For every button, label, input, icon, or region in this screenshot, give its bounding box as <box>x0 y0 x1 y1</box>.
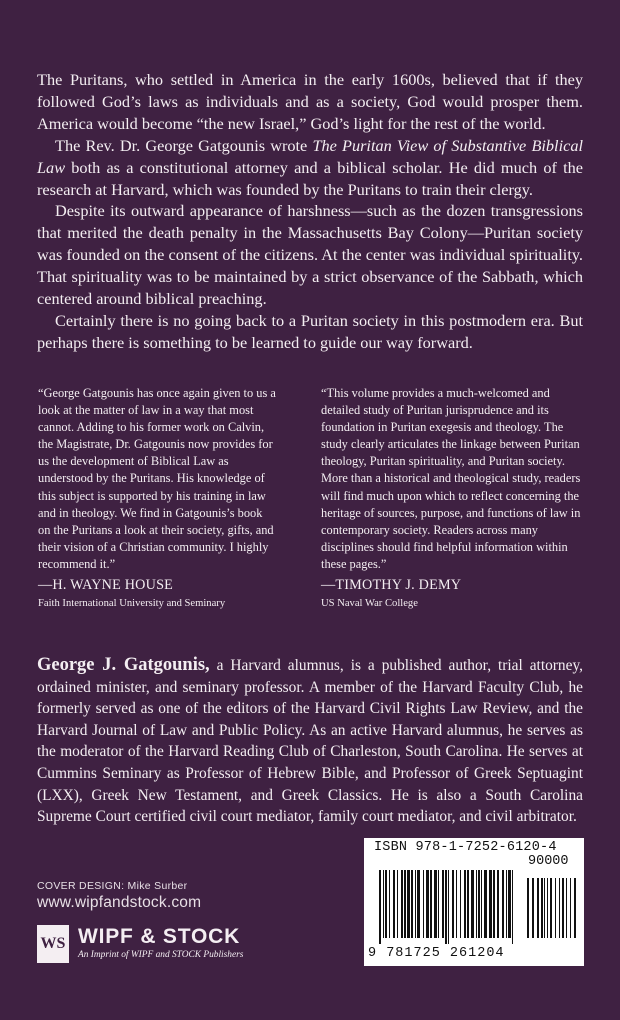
barcode-bar <box>407 870 410 938</box>
barcode-bar <box>484 870 487 938</box>
barcode-bar <box>438 870 439 938</box>
barcode-bar <box>389 870 390 938</box>
barcode-bar <box>478 870 480 938</box>
barcode-bar <box>502 870 504 938</box>
addon-bar <box>537 878 539 938</box>
barcode-bar <box>442 870 444 938</box>
description-blurb <box>37 69 583 354</box>
addon-bar <box>555 878 556 938</box>
barcode-bar <box>456 870 457 938</box>
publisher-url[interactable]: www.wipfandstock.com <box>37 894 202 911</box>
addon-bar <box>544 878 545 938</box>
addon-bar <box>532 878 534 938</box>
barcode-bar <box>497 870 499 938</box>
barcode-bar <box>460 870 461 938</box>
publisher-logo <box>37 925 277 965</box>
blurb-paragraph-2 <box>37 135 583 201</box>
bio-author-name: George J. Gatgounis, <box>37 655 210 675</box>
addon-bar <box>541 878 543 938</box>
ws-logo-icon: WS <box>37 925 69 963</box>
barcode-bar <box>401 870 403 938</box>
bio-text: a Harvard alumnus, is a published author, trial attorney, ordained minister, and seminary professor. A member of the Harvard Faculty Club, he formerly served as one of the editors of the Harvard Civil Rights Law Review, and the Harvard Journal of Law and Public Policy. As an active Harvard alumnus, he serves as the moderator of the Harvard Reading Club of Charleston, South Carolina. He serves at Cummins Seminary as Professor of Hebrew Bible, and Professor of Greek Septuagint (LXX), Greek New Testament, and Greek Classics. He is also a South Carolina Supreme Court certified civil court mediator, family court mediator, and civil arbitrator. <box>37 657 583 826</box>
barcode-bar <box>481 870 482 938</box>
blurb-paragraph-4: Certainly there is no going back to a Puritan society in this postmodern era. But perhaps there is something to be learned to guide our way forward. <box>37 310 583 352</box>
addon-bar <box>559 878 560 938</box>
barcode-bar <box>423 870 424 938</box>
barcode-digits: 9 781725 261204 <box>368 946 505 961</box>
barcode-bar <box>393 870 395 938</box>
endorsement-affiliation: Faith International University and Seminary <box>38 598 226 610</box>
barcode-bar <box>434 870 437 938</box>
author-bio <box>37 655 583 828</box>
endorsement-affiliation: US Naval War College <box>321 598 418 610</box>
addon-bar <box>574 878 576 938</box>
barcode-bar <box>383 870 384 938</box>
barcode-bar <box>445 870 447 944</box>
barcode-bar <box>464 870 466 938</box>
book-title: The Puritan View of Substantive Biblical Law <box>37 135 583 177</box>
barcode-bar <box>493 870 495 938</box>
endorsement-author: —TIMOTHY J. DEMY <box>321 577 462 594</box>
endorsement-house <box>38 385 276 612</box>
barcode-bar <box>512 870 513 944</box>
barcode-bars <box>379 870 579 944</box>
addon-bar <box>566 878 567 938</box>
barcode-bar <box>467 870 469 938</box>
barcode-bar <box>411 870 413 938</box>
blurb-paragraph-1: The Puritans, who settled in America in the early 1600s, believed that if they followed God’s laws as individuals and as a society, God would prosper them. America would become “the new Israel,” God’s light for the rest of the world. <box>37 70 583 133</box>
publisher-tagline: An Imprint of WIPF and STOCK Publishers <box>78 950 244 960</box>
barcode-bar <box>476 870 477 938</box>
blurb-paragraph-3: Despite its outward appearance of harshness—such as the dozen transgressions that merited the death penalty in the Massachusetts Bay Colony—Puritan society was founded on the consent of the citizens. At the center was individual spirituality. That spirituality was to be maintained by a strict observance of the Sabbath, which centered around biblical preaching. <box>37 201 583 309</box>
endorsement-author: —H. WAYNE HOUSE <box>38 577 174 594</box>
barcode-bar <box>448 870 449 944</box>
endorsement-quote: “This volume provides a much-welcomed and detailed study of Puritan jurisprudence and its foundation in Puritan exegesis and theology. The study clearly articulates the linkage between Puritan theology, Puritan spirituality, and Puritan society. More than a historical and theological study, readers will find much upon which to reflect concerning the heritage of sources, purpose, and functions of law in contemporary society. Readers across many disciplines should find helpful information within these pages.” <box>321 386 581 571</box>
barcode-bar <box>508 870 511 938</box>
addon-bar <box>550 878 552 938</box>
barcode-bar <box>430 870 432 938</box>
barcode-bar <box>489 870 492 938</box>
endorsement-demy <box>321 385 582 612</box>
addon-bar <box>562 878 564 938</box>
endorsement-quote: “George Gatgounis has once again given to us a look at the matter of law in a way that most cannot. Adding to his former work on Calvin, the Magistrate, Dr. Gatgounis now provides for us the development of Biblical Law as understood by the Puritans. His knowledge of this subject is supported by his training in law and in theology. We find in Gatgounis’s book on the Puritans a look at their society, gifts, and their vision of a Christian community. I highly recommend it.” <box>38 386 276 571</box>
barcode-bar <box>452 870 454 938</box>
barcode-bar <box>379 870 381 944</box>
credits <box>37 880 201 912</box>
barcode-bar <box>397 870 398 938</box>
barcode-bar <box>385 870 387 938</box>
barcode-bar <box>404 870 406 938</box>
addon-bar <box>547 878 548 938</box>
cover-design-credit: COVER DESIGN: Mike Surber <box>37 880 188 892</box>
addon-bar <box>570 878 571 938</box>
addon-bar <box>527 878 529 938</box>
barcode-bar <box>506 870 507 938</box>
bio-paragraph <box>37 655 583 828</box>
barcode-bar <box>426 870 429 938</box>
publisher-name: WIPF & STOCK <box>78 925 241 948</box>
blurb-p2-start: The Rev. Dr. George Gatgounis wrote <box>55 135 313 155</box>
price-code: 90000 <box>528 854 569 869</box>
blurb-p2-end: both as a constitutional attorney and a biblical scholar. He did much of the research at Harvard, which was founded by the Puritans to train their clergy. <box>37 157 583 199</box>
barcode-bar <box>417 870 420 938</box>
barcode-bar <box>471 870 474 938</box>
isbn-barcode <box>364 838 584 966</box>
barcode-bar <box>415 870 416 938</box>
isbn-text: ISBN 978-1-7252-6120-4 <box>374 840 557 855</box>
